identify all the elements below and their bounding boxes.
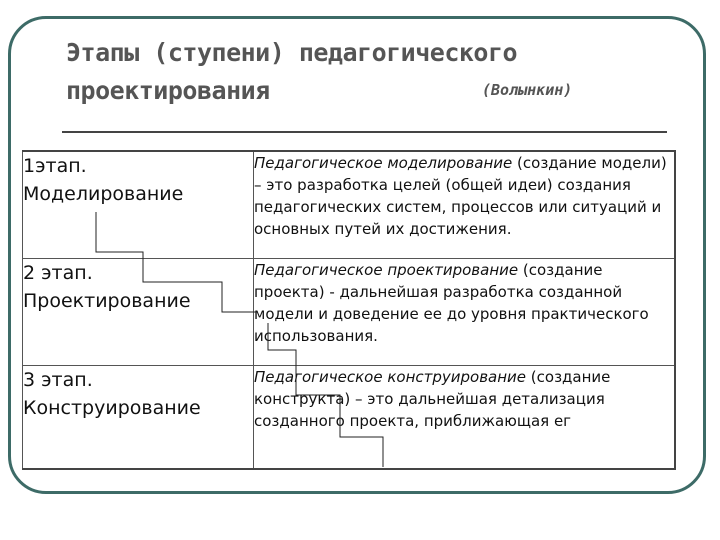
stage-cell <box>23 365 254 469</box>
stage-name: Конструирование <box>23 396 201 419</box>
title-author: (Волынкин) <box>482 81 573 99</box>
stage-description <box>254 366 674 432</box>
stage-definition: (создание конструкта) – это дальнейшая детализация созданного проекта, приближающая ег <box>254 367 611 430</box>
stages-table <box>22 150 676 470</box>
description-cell <box>254 151 676 258</box>
stage-term: Педагогическое проектирование <box>254 260 519 279</box>
stage-name: Проектирование <box>23 289 191 312</box>
stage-term: Педагогическое моделирование <box>254 154 513 172</box>
stage-number: 1этап. <box>23 155 87 177</box>
stage-term: Педагогическое конструирование <box>254 367 527 386</box>
stage-description <box>254 259 674 347</box>
stage-number: 3 этап. <box>23 368 93 391</box>
stage-number: 2 этап. <box>23 261 93 284</box>
stage-definition: (создание модели) – это разработка целей (общей идеи) создания педагогических систем, процессов или ситуаций и основных путей их достижения. <box>254 154 667 238</box>
stage-cell <box>23 258 254 365</box>
stage-definition: (создание проекта) - дальнейшая разработка созданной модели и доведение ее до уровня практического использования. <box>254 260 649 345</box>
title-line-1: Этапы (ступени) педагогического <box>66 38 518 67</box>
table-row <box>23 365 676 469</box>
description-cell <box>254 258 676 365</box>
table-row <box>23 258 676 365</box>
stage-cell <box>23 151 254 258</box>
slide-title <box>66 34 666 110</box>
table-row <box>23 151 676 258</box>
stage-description <box>254 152 674 240</box>
title-line-2: проектирования <box>66 76 270 105</box>
title-divider <box>62 131 667 133</box>
description-cell <box>254 365 676 469</box>
stage-name: Моделирование <box>23 183 184 205</box>
